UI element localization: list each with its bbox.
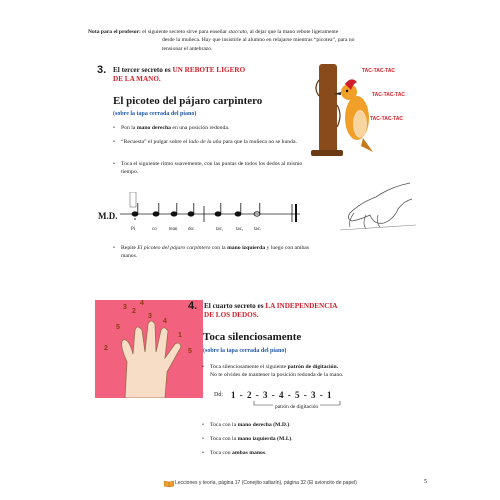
- note-label: Nota para el profesor:: [88, 29, 141, 35]
- section-4-heading: Toca silenciosamente: [203, 331, 302, 343]
- card-number-7: 3: [123, 304, 127, 311]
- section-3-bullet-1: • Pon la mano derecha en una posición redonda.: [113, 125, 230, 131]
- page-number: 5: [424, 479, 427, 485]
- section-3-number: 3.: [97, 64, 107, 76]
- section-3-bullet-3: • Toca el siguiente ritmo suavemente, con las puntas de todos los dedos al mismo tiempo.: [113, 161, 303, 175]
- fingering-pattern: 1 - 2 - 3 - 4 - 5 - 3 - 1: [231, 390, 333, 400]
- syllable-3: tean: [169, 227, 178, 232]
- section-3-title: El tercer secreto es UN REBOTE LIGERO DE LA MANO.: [113, 66, 246, 83]
- syllable-2: co: [152, 227, 157, 232]
- rhythm-notation: [120, 192, 305, 224]
- woodpecker-sound-1: TAC-TAC-TAC: [362, 68, 396, 74]
- card-number-3: 3: [148, 313, 152, 320]
- pattern-label: patrón de digitación: [275, 404, 319, 410]
- section-4-bullet-pattern: • Toca silenciosamente el siguiente patrón de digitación. No te olvides de mantener la posición redonda de la mano.: [202, 364, 344, 378]
- pattern-hand-label: Dd:: [214, 392, 223, 398]
- section-4-bullet-left: • Toca con la mano izquierda (M.I.).: [202, 436, 293, 442]
- section-3-repeat-bullet: • Repite El picoteo del pájaro carpintero con la mano izquierda y luego con ambas manos.: [113, 245, 310, 259]
- section-4-bullet-right: • Toca con la mano derecha (M.D.).: [202, 422, 291, 428]
- rhythm-hand-label: M.D.: [98, 211, 118, 221]
- footer-reference: Lecciones y teoría, página 17 (Conejito saltarín), página 32 (El avioncito de papel): [175, 480, 357, 486]
- syllable-5: tac,: [216, 227, 224, 232]
- woodpecker-sound-2: TAC-TAC-TAC: [372, 92, 406, 98]
- syllable-6: tac,: [236, 227, 244, 232]
- section-4-subheading: (sobre la tapa cerrada del piano): [203, 348, 287, 354]
- card-number-8: 4: [140, 300, 144, 307]
- card-number-2: 2: [132, 308, 136, 315]
- book-icon: [164, 480, 174, 487]
- section-4-title: El cuarto secreto es LA INDEPENDENCIA DE LOS DEDOS.: [204, 302, 338, 319]
- syllable-4: do:: [188, 227, 195, 232]
- teacher-note: Nota para el profesor: el siguiente secreto sirve para enseñar staccato, al dejar que la mano rebote ligeramente desde la muñeca. Hay que insistirle al alumno en relajarse mientras “picotea”, para no tensionar el antebrazo.: [88, 29, 355, 52]
- section-3-subheading: (sobre la tapa cerrada del piano): [113, 111, 197, 117]
- section-4-number: 4.: [188, 300, 198, 312]
- section-4-bullet-both: • Toca con ambas manos.: [202, 450, 267, 456]
- card-number-4: 4: [163, 318, 167, 325]
- card-number-9: 5: [188, 348, 192, 355]
- card-number-1: 5: [116, 324, 120, 331]
- syllable-7: tac.: [254, 227, 262, 232]
- syllable-1: Pi: [131, 227, 136, 232]
- hand-sketch: [330, 175, 420, 235]
- woodpecker-illustration: [305, 60, 415, 160]
- section-3-bullet-2: • “Recuesta” el pulgar sobre el lado de la uña para que la muñeca no se hunda.: [113, 139, 297, 145]
- woodpecker-sound-3: TAC-TAC-TAC: [370, 116, 404, 122]
- card-number-5: 1: [178, 332, 182, 339]
- section-3-heading: El picoteo del pájaro carpintero: [113, 95, 263, 107]
- card-number-6: 2: [104, 345, 108, 352]
